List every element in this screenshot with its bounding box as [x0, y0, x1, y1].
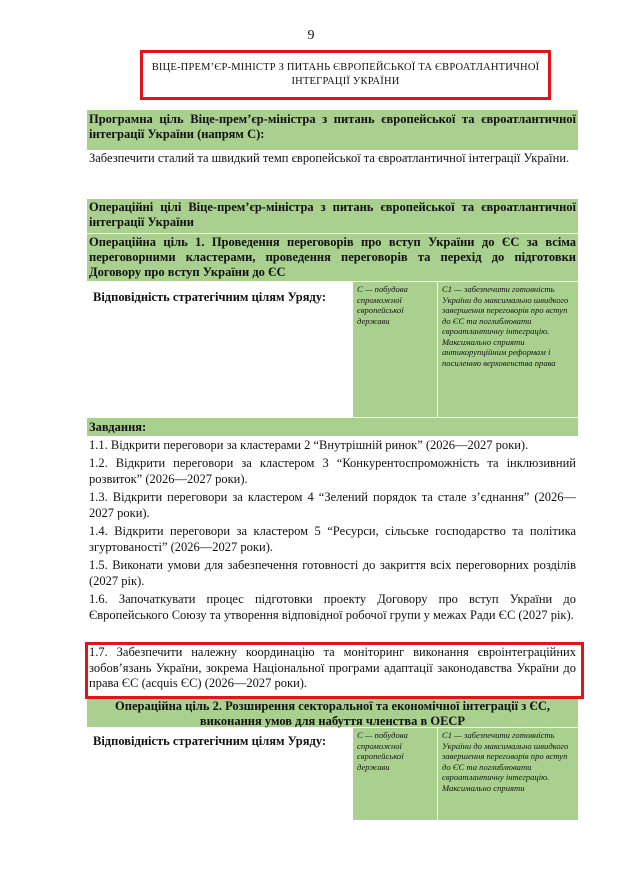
operational-goal-1-heading: Операційна ціль 1. Проведення переговорів про вступ України до ЄС за всіма переговорними кластерами, проведення переговорів та перехід до підготовки Договору про вступ України до ЄС	[89, 235, 576, 279]
operational-goals-heading: Операційні цілі Віце-прем’єр-міністра з питань європейської та євроатлантичної інтеграції України	[87, 199, 578, 233]
program-goal-heading: Програмна ціль Віце-прем’єр-міністра з питань європейської та євроатлантичної інтеграції України (напрям С):	[87, 110, 578, 150]
task-item: 1.3. Відкрити переговори за кластером 4 “Зелений порядок та стале з’єднання” (2026—2027 роки).	[89, 490, 576, 520]
responsibility-label: Відповідність стратегічним цілям Уряду:	[93, 290, 327, 304]
task-item: 1.4. Відкрити переговори за кластером 5 “Ресурси, сільське господарство та політика згуртованості” (2026—2027 роки).	[89, 524, 576, 554]
program-goal-text: Забезпечити сталий та швидкий темп європейської та євроатлантичної інтеграції України.	[89, 151, 570, 165]
strategic-goal-cell: С — побудова спроможної європейської держави	[353, 728, 437, 820]
task-item: 1.1. Відкрити переговори за кластерами 2 “Внутрішній ринок” (2026—2027 роки).	[89, 438, 529, 452]
operational-goal-2-heading: Операційна ціль 2. Розширення секторальної та економічної інтеграції з ЄС, виконання умов для набуття членства в ОЕСР	[87, 699, 578, 727]
sub-goal-cell: С1 — забезпечити готовність України до максимально швидкого завершення переговорів про вступ до ЄС та поглиблювати євроатлантичну інтеграцію. Максимально сприяти	[438, 728, 578, 820]
sub-goal-cell: С1 — забезпечити готовність України до максимально швидкого завершення переговорів про вступ до ЄС та поглиблювати євроатлантичну інтеграцію. Максимально сприяти антикорупційним реформам і посиленню верховенства права	[438, 282, 578, 417]
task-item-highlighted: 1.7. Забезпечити належну координацію та моніторинг виконання євроінтеграційних зобов’язань України, зокрема Національної програми адаптації законодавства України до права ЄС (acquis ЄС) (2026—2027 роки).	[89, 645, 576, 690]
highlight-box	[85, 642, 584, 699]
page-number: 9	[307, 28, 315, 43]
task-item: 1.6. Започаткувати процес підготовки проекту Договору про вступ України до Європейського Союзу та утворення відповідної робочої групи у межах Ради ЄС (2027 рік).	[89, 592, 576, 622]
task-item: 1.5. Виконати умови для забезпечення готовності до закриття всіх переговорних розділів (2027 рік).	[89, 558, 576, 588]
strategic-goal-cell: С — побудова спроможної європейської держави	[353, 282, 437, 417]
responsibility-label: Відповідність стратегічним цілям Уряду:	[93, 734, 327, 748]
page-title-text: ВІЦЕ-ПРЕМ’ЄР-МІНІСТР З ПИТАНЬ ЄВРОПЕЙСЬКОЇ ТА ЄВРОАТЛАНТИЧНОЇ ІНТЕГРАЦІЇ УКРАЇНИ	[151, 62, 540, 87]
tasks-heading: Завдання:	[87, 418, 578, 436]
goal-2-responsibility-row	[87, 728, 578, 820]
goal-1-responsibility-row	[87, 282, 578, 417]
page-title	[140, 50, 551, 100]
task-item: 1.2. Відкрити переговори за кластером 3 “Конкурентоспроможність та інклюзивний розвиток” (2026—2027 роки).	[89, 456, 576, 486]
